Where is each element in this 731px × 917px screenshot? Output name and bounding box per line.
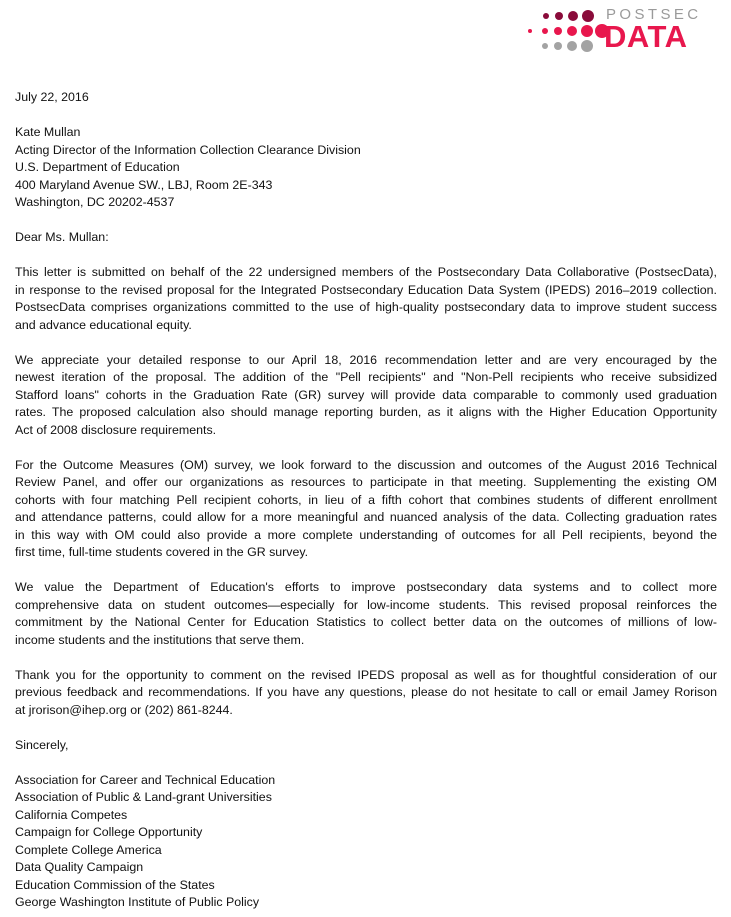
paragraph-line: For the Outcome Measures (OM) survey, we look forward to the discussion and outcomes of the August 2016 Technical (15, 457, 717, 472)
recipient-street: 400 Maryland Avenue SW., LBJ, Room 2E-343 (15, 177, 273, 192)
paragraph-line: income students and the institutions that serve them. (15, 632, 305, 647)
signatory: California Competes (15, 807, 128, 822)
recipient-address (15, 124, 717, 212)
signatory: Association of Public & Land-grant Universities (15, 790, 272, 804)
paragraph-line: in response to the revised proposal for the Integrated Postsecondary Education Data System (IPEDS) 2016–2019 collection. (15, 282, 717, 297)
signatory: Complete College America (15, 842, 162, 857)
signatory: Campaign for College Opportunity (15, 825, 203, 839)
paragraph-intro (15, 264, 717, 334)
paragraph-line: PostsecData comprises organizations committed to the use of high-quality postsecondary data to improve student success (15, 300, 717, 314)
recipient-organization: U.S. Department of Education (15, 160, 180, 174)
logo-dots-icon (522, 6, 602, 50)
paragraph-line: at jrorison@ihep.org or (202) 861-8244. (15, 702, 233, 717)
paragraph-line: Act of 2008 disclosure requirements. (15, 422, 217, 437)
letter-body (15, 89, 717, 912)
postsecdata-logo (522, 6, 722, 54)
paragraph-line: Thank you for the opportunity to comment on the revised IPEDS proposal as well as for thoughtful consideration of our (15, 667, 717, 682)
paragraph-appreciation (15, 352, 717, 440)
recipient-city: Washington, DC 20202-4537 (15, 195, 175, 209)
paragraph-line: commitment by the National Center for Education Statistics to collect better data on the outcomes of millions of low- (15, 615, 717, 629)
salutation: Dear Ms. Mullan: (15, 230, 109, 244)
paragraph-line: previous feedback and recommendations. If you have any questions, please do not hesitate to call or email Jamey Rorison (15, 685, 717, 699)
paragraph-line: We value the Department of Education's efforts to improve postsecondary data systems and to collect more (15, 580, 717, 594)
signatories-list (15, 772, 717, 912)
paragraph-line: Stafford loans" cohorts in the Graduation Rate (GR) survey will provide data comparable to commonly used graduation (15, 387, 717, 402)
logo-postsec-text: POSTSEC (606, 6, 702, 23)
logo-data-text: DATA (604, 19, 688, 54)
paragraph-thanks (15, 667, 717, 720)
closing: Sincerely, (15, 737, 69, 752)
paragraph-value (15, 579, 717, 649)
paragraph-outcome-measures (15, 457, 717, 562)
paragraph-line: comprehensive data on student outcomes—especially for low-income students. This revised proposal reinforces the (15, 597, 717, 612)
signatory: Data Quality Campaign (15, 860, 144, 874)
paragraph-line: This letter is submitted on behalf of the 22 undersigned members of the Postsecondary Data Collaborative (PostsecData), (15, 265, 717, 279)
paragraph-line: newest iteration of the proposal. The addition of the "Pell recipients" and "Non-Pell recipients who receive subsidized (15, 370, 717, 384)
signatory: George Washington Institute of Public Policy (15, 895, 260, 909)
paragraph-line: rates. The proposed calculation also should manage reporting burden, as it aligns with the Higher Education Opportunity (15, 405, 717, 419)
paragraph-line: and advance educational equity. (15, 317, 192, 332)
paragraph-line: We appreciate your detailed response to our April 18, 2016 recommendation letter and are very encouraged by the (15, 352, 717, 367)
signatory: Education Commission of the States (15, 877, 215, 892)
paragraph-line: cohorts with four matching Pell recipient cohorts, in lieu of a fifth cohort that combines students of different enrollment (15, 492, 717, 507)
paragraph-line: and attendance patterns, could allow for a more meaningful and nuanced analysis of the data. Collecting graduation rates (15, 510, 717, 524)
paragraph-line: first time, full-time students covered in the GR survey. (15, 545, 309, 559)
paragraph-line: Review Panel, and offer our organizations as resources to participate in that meeting. Supplementing the existing OM (15, 475, 717, 489)
recipient-name: Kate Mullan (15, 125, 81, 139)
signatory: Association for Career and Technical Education (15, 772, 276, 787)
paragraph-line: in this way with OM could also provide a more complete understanding of outcomes for all Pell recipients, beyond the (15, 527, 717, 542)
recipient-title: Acting Director of the Information Collection Clearance Division (15, 142, 361, 157)
letter-date: July 22, 2016 (15, 90, 89, 104)
